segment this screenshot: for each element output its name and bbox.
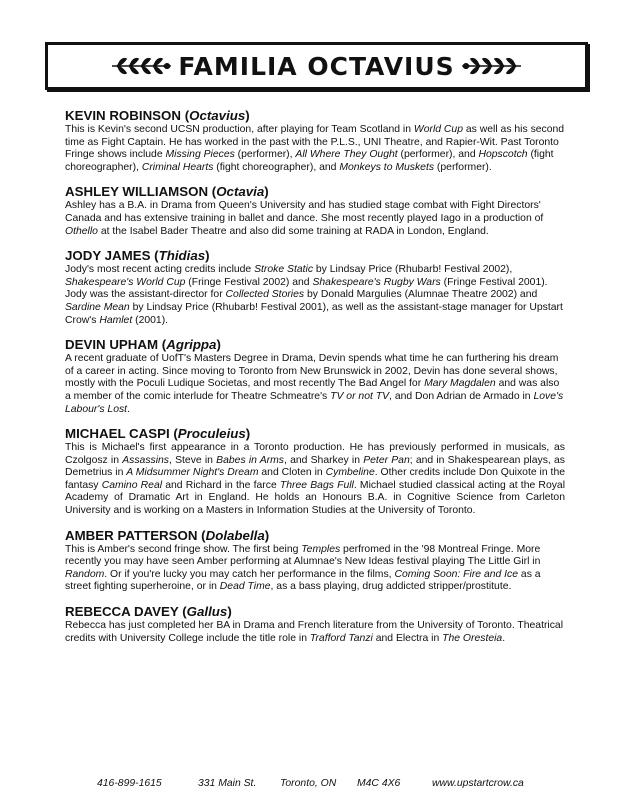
- bio-text-run: (fight choreographer), and: [213, 161, 340, 173]
- character-role: Octavia: [216, 184, 265, 200]
- bio-entry: [65, 337, 565, 416]
- bio-entry: [65, 108, 565, 174]
- italic-title: Babes in Arms: [216, 454, 284, 466]
- bio-text-run: , and Sharkey in: [283, 454, 364, 466]
- italic-title: Trafford Tanzi: [309, 632, 373, 644]
- bio-text-run: Ashley has a B.A. in Drama from Queen's University and has studied stage combat with Fight Directors' Canada and has extensive training in ballet and dance. She most recently played Iago in a production of: [65, 200, 544, 224]
- bio-text-run: . Or if you're lucky you may catch her performance in the films,: [104, 568, 395, 580]
- italic-title: Othello: [65, 225, 98, 237]
- cast-member-heading: KEVIN ROBINSON (Octavius): [65, 108, 250, 123]
- bio-text-run: . Michael studied classical acting at the Royal Academy of Dramatic Art in England. He holds an Honours B.A. in Cognitive Science from Carleton University and is working on a Masters in Information Studies at the University of Toronto.: [65, 479, 566, 517]
- bio-text-run: (Fringe Festival 2001). Jody was the assistant-director for: [65, 276, 548, 301]
- bio-text-run: and Cloten in: [258, 467, 326, 479]
- bio-text-run: by Donald Margulies (Alumnae Theatre 2002) and: [304, 289, 538, 301]
- cast-member-name: KEVIN ROBINSON: [65, 108, 181, 123]
- italic-title: Shakespeare's World Cup: [65, 276, 186, 288]
- italic-title: Mary Magdalen: [424, 378, 496, 390]
- bio-entry: [65, 184, 565, 238]
- cast-member-name: MICHAEL CASPI: [65, 426, 170, 442]
- bio-text-run: and Electra in: [372, 632, 443, 644]
- character-role: Thidias: [158, 248, 206, 264]
- bio-entry: [65, 604, 565, 645]
- bio-list: [65, 108, 565, 645]
- bio-text-run: A recent graduate of UofT's Masters Degree in Drama, Devin spends what time he can furthering his dream of a career in acting. Since moving to Toronto from New Brunswick in 2002, Devin has done several shows, mostly with the Poculi Ludique Societas, and most recently The Bad Angel for: [65, 353, 559, 390]
- bio-text-run: as well as his second time as Fight Captain. He has worked in the past with the P.L.S., UNI Theatre, and Rapier-Wit. Past Toronto Fringe shows include: [65, 124, 565, 161]
- title-banner: [45, 42, 588, 90]
- character-role: Agrippa: [166, 337, 217, 353]
- bio-text-run: (Fringe Festival 2002) and: [185, 276, 313, 288]
- bio-entry: [65, 528, 565, 594]
- cast-member-heading: AMBER PATTERSON (Dolabella): [65, 527, 270, 543]
- italic-title: Assassins: [122, 454, 170, 466]
- cast-member-name: REBECCA DAVEY: [65, 604, 179, 620]
- bio-text: [65, 442, 565, 518]
- footer-website: www.upstartcrow.ca: [432, 778, 524, 789]
- footer-street: 331 Main St.: [198, 778, 257, 789]
- cast-member-name: ASHLEY WILLIAMSON: [65, 184, 209, 200]
- bio-text-run: and was also a member of the comic interlude for Theatre Schmeatre's: [65, 378, 560, 402]
- bio-text-run: by Lindsay Price (Rhubarb! Festival 2001), as well as the assistant-stage manager for Upstart Crow's: [65, 301, 563, 326]
- character-role: Gallus: [186, 604, 228, 620]
- italic-title: Love's Labour's Lost: [65, 390, 564, 415]
- bio-entry: [65, 426, 565, 518]
- italic-title: Hopscotch: [478, 149, 528, 161]
- page-title: FAMILIA OCTAVIUS: [178, 51, 455, 81]
- cast-member-heading: DEVIN UPHAM (Agrippa): [65, 337, 221, 353]
- cast-member-name: AMBER PATTERSON: [65, 527, 198, 543]
- bio-text-run: (fight choreographer),: [65, 149, 554, 173]
- footer-postal: M4C 4X6: [357, 778, 401, 789]
- bio-entry: [65, 248, 565, 327]
- bio-text-run: perfromed in the '98 Montreal Fringe. More recently you may have seen Amber performing at Alumnae's New Ideas festival playing The Little Girl in: [65, 543, 541, 568]
- bio-text-run: and Richard in the farce: [162, 479, 280, 491]
- character-role: Proculeius: [177, 426, 246, 442]
- bio-text-run: Jody's most recent acting credits include: [65, 264, 255, 276]
- italic-title: Monkeys to Muskets: [339, 161, 435, 173]
- bio-text-run: , Steve in: [169, 454, 217, 466]
- bio-text: [65, 544, 565, 594]
- bio-text: [65, 620, 565, 645]
- italic-title: World Cup: [413, 124, 463, 135]
- bio-text-run: (performer), and: [397, 149, 479, 161]
- italic-title: A Midsummer Night's Dream: [126, 467, 259, 479]
- italic-title: TV or not TV: [330, 390, 390, 402]
- italic-title: Cymbeline: [325, 467, 375, 479]
- cast-member-name: JODY JAMES: [65, 248, 151, 264]
- cast-member-name: DEVIN UPHAM: [65, 337, 159, 353]
- character-role: Octavius: [189, 108, 246, 123]
- italic-title: The Oresteia: [442, 632, 503, 644]
- italic-title: Sardine Mean: [65, 301, 130, 313]
- bio-text-run: Rebecca has just completed her BA in Drama and French literature from the University of Toronto. Theatrical credits with University College include the title role in: [65, 620, 564, 644]
- italic-title: All Where They Ought: [295, 149, 398, 161]
- italic-title: Hamlet: [99, 314, 133, 326]
- italic-title: Collected Stories: [225, 289, 305, 301]
- footer-phone: 416-899-1615: [97, 778, 162, 789]
- cast-member-heading: JODY JAMES (Thidias): [65, 248, 210, 264]
- bio-text-run: (performer),: [234, 149, 296, 161]
- bio-text-run: (2001).: [132, 314, 169, 326]
- italic-title: Coming Soon: Fire and Ice: [394, 568, 519, 580]
- cast-member-heading: MICHAEL CASPI (Proculeius): [65, 426, 251, 442]
- bio-text-run: as a street fighting superheroine, or in: [65, 568, 541, 593]
- bio-text-run: This is Kevin's second UCSN production, after playing for Team Scotland in: [65, 124, 414, 135]
- italic-title: Missing Pieces: [165, 149, 235, 161]
- laurel-branch-icon: [110, 55, 172, 77]
- bio-text-run: . Other credits include Don Quixote in the fantasy: [65, 467, 565, 491]
- italic-title: Criminal Hearts: [141, 161, 214, 173]
- bio-text-run: (performer).: [434, 161, 492, 173]
- bio-text-run: , and Don Adrian de Armado in: [389, 390, 534, 402]
- italic-title: Camino Real: [101, 479, 163, 491]
- italic-title: Dead Time: [219, 581, 271, 593]
- italic-title: Random: [65, 568, 105, 580]
- cast-member-heading: REBECCA DAVEY (Gallus): [65, 604, 232, 620]
- bio-text-run: , as a bass playing, drug addicted stripper/prostitute.: [270, 581, 512, 593]
- bio-text: [65, 200, 565, 238]
- italic-title: Peter Pan: [363, 454, 410, 466]
- bio-text-run: ; and in Shakespearean plays, as Demetrius in: [65, 454, 565, 479]
- bio-text: [65, 264, 565, 327]
- bio-text-run: This is Michael's first appearance in a Toronto production. He has previously performed in musicals, as Czolgosz in: [65, 442, 565, 466]
- bio-text: [65, 353, 565, 416]
- italic-title: Three Bags Full: [279, 479, 354, 491]
- bio-text: [65, 124, 565, 174]
- bio-text-run: at the Isabel Bader Theatre and also did some training at RADA in London, England.: [97, 225, 489, 237]
- footer-city: Toronto, ON: [280, 778, 337, 789]
- bio-text-run: .: [502, 632, 506, 644]
- bios-section: [65, 108, 565, 655]
- cast-member-heading: ASHLEY WILLIAMSON (Octavia): [65, 184, 269, 200]
- laurel-branch-icon: [461, 55, 523, 77]
- bio-text-run: by Lindsay Price (Rhubarb! Festival 2002),: [313, 264, 513, 276]
- bio-text-run: This is Amber's second fringe show. The first being: [65, 543, 302, 555]
- italic-title: Shakespeare's Rugby Wars: [312, 276, 441, 288]
- italic-title: Temples: [301, 543, 341, 555]
- italic-title: Stroke Static: [254, 264, 314, 276]
- bio-text-run: .: [127, 403, 130, 415]
- character-role: Dolabella: [205, 527, 265, 543]
